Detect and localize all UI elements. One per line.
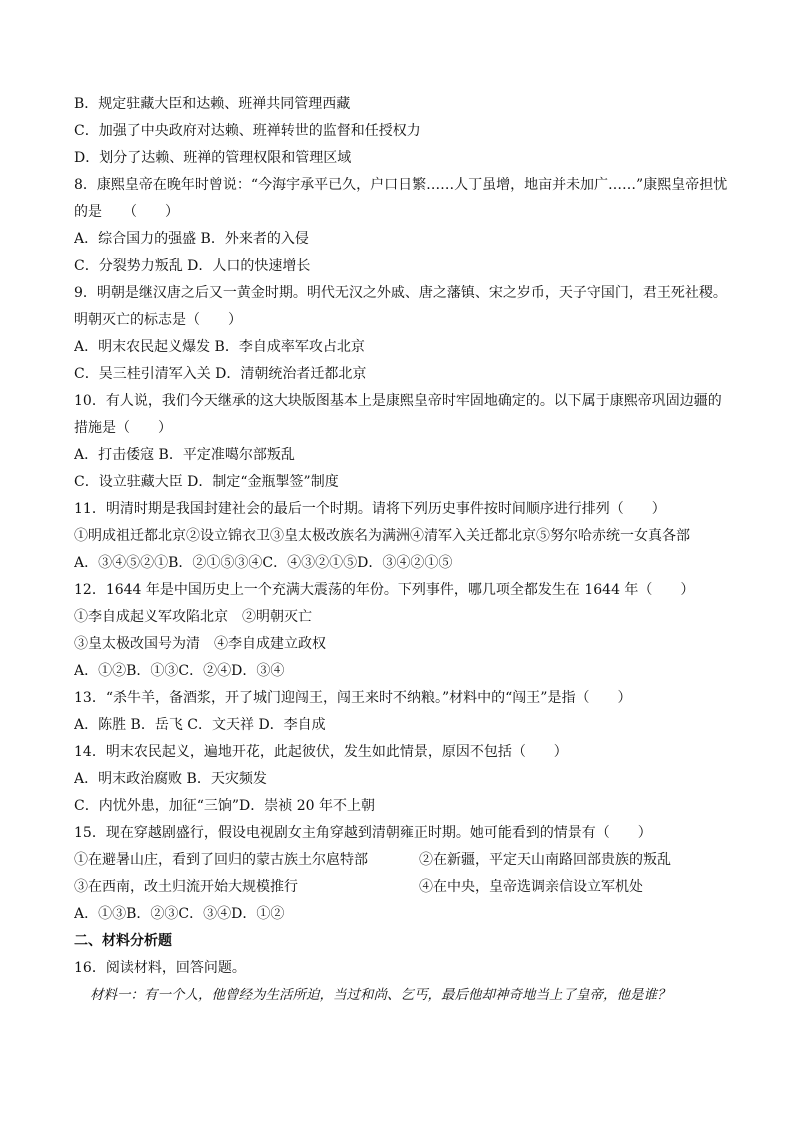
q15-option-2: ②在新疆，平定天山南路回部贵族的叛乱 bbox=[419, 852, 671, 868]
q15-option-1: ①在避暑山庄，看到了回归的蒙古族土尔扈特部 bbox=[74, 852, 368, 868]
text-line: A．①②B．①③C．②④D．③④ bbox=[74, 663, 285, 679]
text-line: A．③④⑤②①B．②①⑤③④C．④③②①⑤D．③④②①⑤ bbox=[74, 555, 453, 571]
text-line: 明朝灭亡的标志是（ ） bbox=[74, 312, 242, 328]
q15-answer-choices: A．①③B．②③C．③④D．①② bbox=[74, 906, 285, 922]
text-line: D．划分了达赖、班禅的管理权限和管理区域 bbox=[74, 150, 352, 166]
q15-options-row-2 bbox=[74, 877, 730, 904]
text-line: 措施是（ ） bbox=[74, 420, 172, 436]
q16-stem: 16．阅读材料，回答问题。 bbox=[74, 960, 246, 976]
text-line: 12．1644 年是中国历史上一个充满大震荡的年份。下列事件，哪几项全都发生在 1644 年（ ） bbox=[74, 582, 695, 598]
text-line: 13．“杀牛羊，备酒浆，开了城门迎闯王，闯王来时不纳粮。”材料中的“闯王”是指（ ） bbox=[74, 690, 632, 706]
text-line: A．陈胜 B．岳飞 C．文天祥 D．李自成 bbox=[74, 717, 326, 733]
text-line: C．分裂势力叛乱 D．人口的快速增长 bbox=[74, 258, 311, 274]
q15-options-row-1 bbox=[74, 850, 730, 877]
text-line: B．规定驻藏大臣和达赖、班禅共同管理西藏 bbox=[74, 96, 351, 112]
text-line: 8．康熙皇帝在晚年时曾说：“今海宇承平已久，户口日繁……人丁虽增，地亩并未加广……”康熙皇帝担忧 bbox=[74, 177, 728, 193]
text-line: C．设立驻藏大臣 D．制定“金瓶掣签”制度 bbox=[74, 474, 339, 490]
q15-option-3: ③在西南，改土归流开始大规模推行 bbox=[74, 879, 298, 895]
text-line: 11．明清时期是我国封建社会的最后一个时期。请将下列历史事件按时间顺序进行排列（ ） bbox=[74, 501, 666, 517]
text-line: ①明成祖迁都北京②设立锦衣卫③皇太极改族名为满洲④清军入关迁都北京⑤努尔哈赤统一女真各部 bbox=[74, 528, 690, 544]
text-line: A．明末政治腐败 B．天灾频发 bbox=[74, 771, 267, 787]
text-line: 10．有人说，我们今天继承的这大块版图基本上是康熙皇帝时牢固地确定的。以下属于康熙帝巩固边疆的 bbox=[74, 393, 722, 409]
text-line: C．内忧外患，加征“三饷”D．崇祯 20 年不上朝 bbox=[74, 798, 375, 814]
q15-option-4: ④在中央，皇帝选调亲信设立军机处 bbox=[419, 879, 643, 895]
text-line: ①李自成起义军攻陷北京 ②明朝灭亡 bbox=[74, 609, 312, 625]
text-line: ③皇太极改国号为清 ④李自成建立政权 bbox=[74, 636, 326, 652]
text-line: A．打击倭寇 B．平定准噶尔部叛乱 bbox=[74, 447, 295, 463]
text-line: 的是 （ ） bbox=[74, 204, 179, 220]
text-line: C．加强了中央政府对达赖、班禅转世的监督和任授权力 bbox=[74, 123, 421, 139]
text-line: A．明末农民起义爆发 B．李自成率军攻占北京 bbox=[74, 339, 365, 355]
text-line: 15．现在穿越剧盛行，假设电视剧女主角穿越到清朝雍正时期。她可能看到的情景有（ ） bbox=[74, 825, 652, 841]
material-1: 材料一：有一个人，他曾经为生活所迫，当过和尚、乞丐，最后他却神奇地当上了皇帝，他是谁？ bbox=[90, 987, 671, 1003]
text-line: 9．明朝是继汉唐之后又一黄金时期。明代无汉之外戚、唐之藩镇、宋之岁币，天子守国门，君王死社稷。 bbox=[74, 285, 727, 301]
text-line: C．吴三桂引清军入关 D．清朝统治者迁都北京 bbox=[74, 366, 367, 382]
question-lines bbox=[74, 94, 730, 850]
section-title: 二、材料分析题 bbox=[74, 933, 172, 949]
text-line: A．综合国力的强盛 B．外来者的入侵 bbox=[74, 231, 309, 247]
text-line: 14．明末农民起义，遍地开花，此起彼伏，发生如此情景，原因不包括（ ） bbox=[74, 744, 568, 760]
